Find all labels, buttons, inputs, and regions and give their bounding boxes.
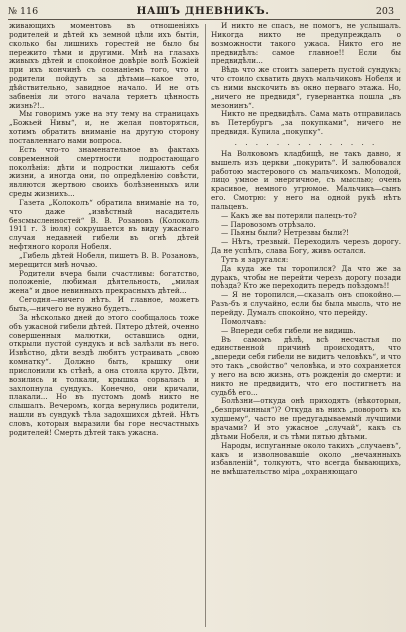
left-column [9,22,199,628]
paragraph: живающихъ моментовъ въ отношеніяхъ родителей и дѣтей къ земной цѣли ихъ бытія, сколько бы лишнихъ горестей не было бы пережито тѣми и другими. Мнѣ на глазахъ живыхъ дѣтей и спокойное довѣріе волѣ Божіей при ихъ кончинѣ съ сознаніемъ того, что и родители пойдутъ за дѣтьми—какое это, дѣйствительно, завидное начало. И не отъ забвенія ли этого начала теряетъ цѣнность жизнь?!.. [9,22,199,110]
dialogue-line: — Пьяны были? Нетрезвы были?! [221,228,349,238]
right-column [211,22,401,628]
issue-number: № 116 [8,6,39,17]
dialogue-line: — Я не торопился,—сказалъ онъ спокойно.—Разъ-бъ я случайно, если бы была мысль, что не перейду. Думалъ спокойно, что перейду. [211,290,401,317]
header-rule [8,19,400,20]
column-divider [205,24,206,627]
dialogue-line: — Паровозомъ отрѣзало. [221,219,316,229]
paragraph: Да куда же ты торопился? Да что же за дуракъ, чтобы не перейти черезъ дорогу позади поѣзда? Кто же переходить передъ поѣздомъ!! [211,263,401,291]
page-number: 203 [375,6,394,17]
paragraph: Народы, испуганные около такихъ „случаевъ“, какъ и изволновавшіе около „нечаянныхъ избавленій“, толкуютъ, что всегда бывающихъ, не вмѣшательство міра „охраняющаго [211,440,401,477]
paragraph: „Гибель дѣтей Нобеля, пишетъ В. В. Розановъ, мерещится мнѣ ночью. [9,250,199,269]
paragraph: И никто не спасъ, не помогъ, не услышалъ. Никогда никто не предупреждалъ о возможности такого ужаса. Никто его не предвидѣлъ: самое главное!! Если бы предвидѣли... [211,22,401,66]
dialogue-line: — Нѣтъ, трезвый. Переходилъ черезъ дорогу. Да не успѣлъ, слава Богу, живъ остался. [211,237,401,256]
paragraph: Въ самомъ дѣлѣ, всѣ несчастья по единственной причинѣ происходятъ, что „впереди себя гибели не видитъ человѣкъ“, и что это такъ „свойство“ человѣка, и это сохраняется у него на всю жизнь, отъ рожденія до смерти: и никто не предвидитъ, что его постигнетъ на судьбѣ его... [211,334,401,397]
paragraph: Газета „Колоколъ“ обратила вниманіе на то, что даже „извѣстный насадитель безсмысленностей“ В. В. Розановъ (Колоколъ 1911 г. 3 іюля) сокрушается въ виду ужаснаго случая недавней гибели въ огнѣ дѣтей нефтяного короля Нобеля. [9,197,199,252]
paragraph: Тутъ я заругался: [221,254,289,264]
paragraph: Никто не предвидѣлъ. Сама мать отправилась въ Петербургъ „за покупками“, ничего не предвидя. Купила „покупку“. [211,109,401,137]
dialogue-line: — Какъ же вы потеряли палецъ-то? [221,210,357,220]
paragraph: Родители вчера были счастливы: богатство, положеніе, любимая дѣятельность, „милая жена“ и двое невинныхъ прекрасныхъ дѣтей... [9,268,199,296]
dialogue-line: — Впереди себя гибели не видишь. [221,325,356,335]
publication-title: НАШЪ ДНЕВНИКЪ. [136,5,270,17]
paragraph: Есть что-то знаменательное въ фактахъ современной смертности подростающаго поколѣнія: дѣти и подростки лишаютъ себя жизни, а иногда они, по опредѣленію совѣсти, являются жертвою своихъ болѣзненныхъ или среды жизнихъ... [9,144,199,199]
paragraph: Помолчавъ: [221,316,267,326]
paragraph: Мы говоримъ уже на эту тему на страницахъ „Божьей Нивы“, и, не желая повторяться, хотимъ обратить вниманіе на другую сторону поставленнаго нами вопроса. [9,109,199,145]
paragraph: За нѣсколько дней до этого сообщалось тоже объ ужасной гибели дѣтей. Пятеро дѣтей, оченно совершенныя малютки, оставшись одни, открыли пустой сундукъ и всѣ залѣзли въ него. Извѣстно, дѣти вездѣ любятъ устраивать „свою комнатку“. Должно быть, крышку они прислонили къ стѣнѣ, а она стояла круто. Дѣти, возились и толкали, крышка сорвалась и захлопнула сундукъ. Конечно, они кричали, плакали... Но въ пустомъ домѣ никто не слышалъ. Вечеромъ, когда вернулись родители, нашли въ сундукѣ тѣла задохшихся дѣтей. Нѣтъ словъ, которыя выразили бы горе несчастныхъ родителей! Смерть дѣтей такъ ужасна. [9,312,199,437]
paragraph: Болѣзни—откуда онѣ приходятъ (нѣкоторыя, „безпричинныя“)? Откуда въ нихъ „поворотъ къ худшему“, часто не предугадываемый лучшими врачами? И это ужасное „случай“, какъ съ дѣтьми Нобеля, и съ тѣми пятью дѣтьми. [211,396,401,441]
section-separator: . . . . . . . . . . . . . . [234,137,378,147]
paragraph: Сегодня—ничего нѣтъ. И главное, можетъ быть,—ничего не нужно будетъ... [9,295,199,313]
paragraph: Вѣдь что же стоитъ запереть пустой сундукъ; что стоило схватить двухъ мальчиковъ Нобеля и съ ними выскочить въ окно перваго этажа. Но, „ничего не предвидя“, гувернантка пошла „въ мезонинъ“. [211,65,401,110]
paragraph: На Волковомъ кладбищѣ, не такъ давно, я вышелъ изъ церкви „покурить“. И залюбовался работою мастерового съ мальчикомъ. Молодой, лицо умное и энергичное, съ мыслью; очень красивое, немного угрюмое. Мальчикъ—сынъ его. Смотрю: у него на одной рукѣ нѣтъ пальцевъ. [211,148,401,211]
